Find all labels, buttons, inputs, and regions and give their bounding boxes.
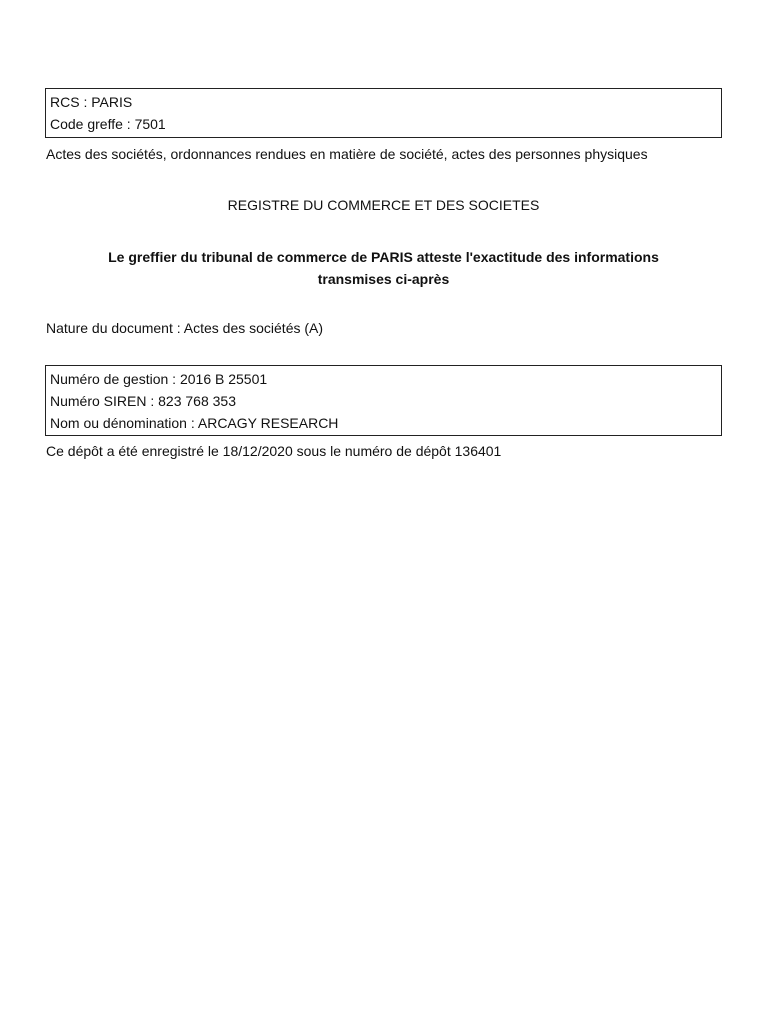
register-title: REGISTRE DU COMMERCE ET DES SOCIETES xyxy=(227,197,540,213)
attestation-line-2: transmises ci-après xyxy=(317,271,450,287)
attestation-line-1: Le greffier du tribunal de commerce de PARIS atteste l'exactitude des informations xyxy=(108,249,659,265)
attestation-statement xyxy=(45,246,722,290)
acts-description: Actes des sociétés, ordonnances rendues en matière de société, actes des personnes physiques xyxy=(46,146,648,162)
company-name-line: Nom ou dénomination : ARCAGY RESEARCH xyxy=(50,415,339,431)
management-number-line: Numéro de gestion : 2016 B 25501 xyxy=(50,371,268,387)
registry-info-box xyxy=(45,88,722,138)
rcs-line: RCS : PARIS xyxy=(50,94,133,110)
code-greffe-line: Code greffe : 7501 xyxy=(50,116,166,132)
company-info-box xyxy=(45,365,722,436)
deposit-statement: Ce dépôt a été enregistré le 18/12/2020 sous le numéro de dépôt 136401 xyxy=(46,443,502,459)
document-nature: Nature du document : Actes des sociétés (A) xyxy=(46,320,324,336)
siren-line: Numéro SIREN : 823 768 353 xyxy=(50,393,236,409)
